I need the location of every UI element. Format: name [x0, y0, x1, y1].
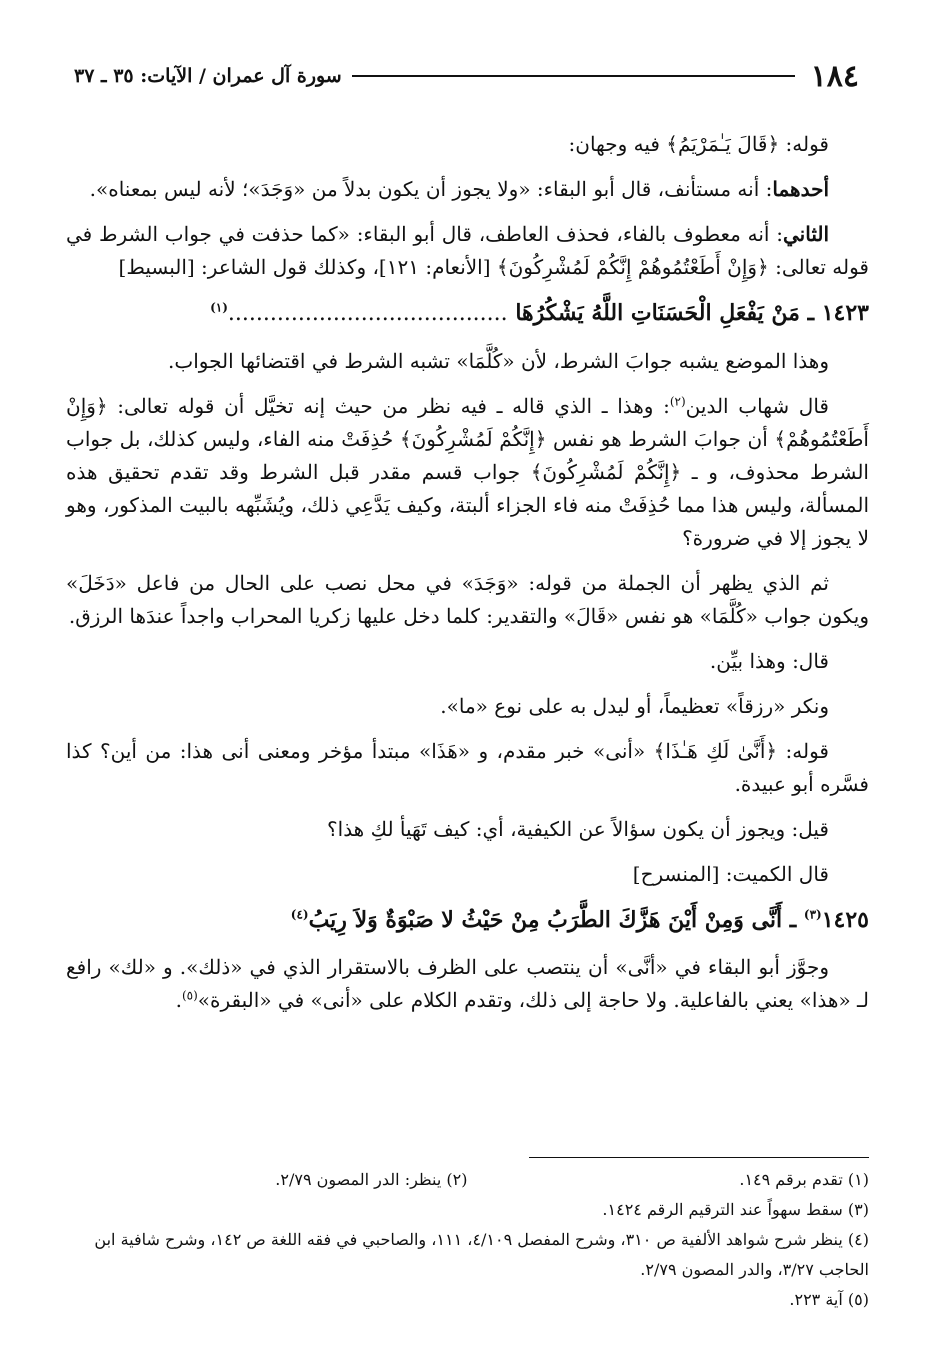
footnote-marker: (٣)	[803, 907, 822, 922]
paragraph	[66, 813, 869, 846]
footnote: (٢) ينظر: الدر المصون ٢/٧٩.	[275, 1170, 468, 1189]
page-number: ١٨٤	[810, 58, 859, 94]
paragraph-text: قوله: ﴿أَنَّىٰ لَكِ هَـٰذَا﴾ «أنى» خبر مقدم، و «هَذَا» مبتدأ مؤخر ومعنى أنى هذا: من أين؟ كذا فسَّره أبو عبيدة.	[66, 739, 869, 796]
footnote: (٤) ينظر شرح شواهد الألفية ص ٣١٠، وشرح المفصل ٤/١٠٩، ١١١، والصاحبي في فقه اللغة ص ١٤٢، وشرح شافية ابن الحاجب ٣/٢٧، والدر المصون ٢/٧٩.	[94, 1230, 869, 1279]
footnote-marker: (١)	[210, 300, 228, 315]
paragraph	[66, 173, 869, 206]
paragraph-text: قال شهاب الدين	[685, 394, 829, 418]
footnote-marker: (٥)	[181, 988, 198, 1003]
footnotes	[66, 1165, 869, 1315]
paragraph-text: قال الكميت: [المنسرح]	[632, 862, 829, 886]
poetry-verse	[66, 296, 869, 331]
footnote-separator	[529, 1157, 869, 1158]
verse-number: ١٤٢٥	[821, 907, 869, 933]
paragraph-text: وهذا الموضع يشبه جوابَ الشرط، لأن «كُلَّمَا» تشبه الشرط في اقتضائها الجواب.	[168, 349, 829, 373]
paragraph	[66, 567, 869, 633]
verse-number: ١٤٢٣	[821, 300, 869, 326]
paragraph	[66, 858, 869, 891]
footnote: (١) تقدم برقم ١٤٩.	[739, 1170, 869, 1189]
main-text	[66, 128, 869, 1029]
header-title: سورة آل عمران / الآيات: ٣٥ ـ ٣٧	[74, 65, 342, 87]
paragraph	[66, 390, 869, 555]
paragraph-lead: أحدهما	[772, 177, 829, 201]
footnote-row	[66, 1165, 869, 1195]
footnote-marker: (٢)	[669, 394, 686, 409]
paragraph	[66, 218, 869, 284]
running-header	[74, 56, 859, 96]
paragraph-text: قوله: ﴿قَالَ يَـٰمَرْيَمُ﴾ فيه وجهان:	[568, 132, 829, 156]
paragraph-text: : أنه معطوف بالفاء، فحذف العاطف، قال أبو البقاء: «كما حذفت في جواب الشرط في قوله تعالى: ﴿وَإِنْ أَطَعْتُمُوهُمْ إِنَّكُمْ لَمُشْرِكُونَ﴾ [الأنعام: ١٢١]، وكذلك قول الشاعر: [البسيط]	[66, 222, 869, 279]
paragraph-text: قال: وهذا بيِّن.	[709, 649, 829, 673]
paragraph	[66, 951, 869, 1017]
paragraph	[66, 345, 869, 378]
paragraph-text: قيل: ويجوز أن يكون سؤالاً عن الكيفية، أي: كيف تَهَيأ لكِ هذا؟	[327, 817, 829, 841]
verse-ellipsis: ........................................	[227, 301, 508, 326]
paragraph-text: ونكر «رزقاً» تعظيماً، أو ليدل به على نوع «ما».	[440, 694, 829, 718]
footnote-marker: (٤)	[290, 907, 309, 922]
paragraph	[66, 735, 869, 801]
paragraph-text: : وهذا ـ الذي قاله ـ فيه نظر من حيث إنه تخيَّل أن قوله تعالى: ﴿وَإِنْ أَطَعْتُمُوهُمْ﴾ أن جوابَ الشرط هو نفس ﴿إِنَّكُمْ لَمُشْرِكُونَ﴾ حُذِفَتْ منه الفاء، وليس كذلك، بل جواب الشرط محذوف، و ـ ﴿إِنَّكُمْ لَمُشْرِكُونَ﴾ جواب قسم مقدر قبل الشرط وقد تقدم تحقيق هذه المسألة، وليس هذا مما حُذِفَتْ منه فاء الجزاء ألبتة، وكيف يَدَّعِي ذلك، ويُشَبِّهه بالبيت المذكور، وهو لا يجوز إلا في ضرورة؟	[66, 394, 869, 550]
paragraph-text: : أنه مستأنف، قال أبو البقاء: «ولا يجوز أن يكون بدلاً من «وَجَدَ»؛ لأنه ليس بمعناه».	[89, 177, 773, 201]
paragraph-text: ثم الذي يظهر أن الجملة من قوله: «وَجَدَ» في محل نصب على الحال من فاعل «دَخَلَ» ويكون جواب «كُلَّمَا» هو نفس «قَالَ» والتقدير: كلما دخل عليها زكريا المحراب واجداً عندَها الرزق.	[66, 571, 869, 628]
paragraph	[66, 645, 869, 678]
paragraph-text: .	[175, 988, 182, 1012]
verse-text: ـ أَنَّى وَمِنْ أَيْنَ هَزَّكَ الطَّرَبُ مِنْ حَيْثُ لا صَبْوَةٌ وَلاَ رِيَبُ	[308, 907, 797, 933]
paragraph-text: وجوَّز أبو البقاء في «أنَّى» أن ينتصب على الظرف بالاستقرار الذي في «ذلك». و «لك» رافع لـ «هذا» يعني بالفاعلية. ولا حاجة إلى ذلك، وتقدم الكلام على «أنى» في «البقرة»	[66, 955, 869, 1012]
paragraph	[66, 128, 869, 161]
paragraph-lead: الثاني	[782, 222, 829, 246]
verse-text: ـ مَنْ يَفْعَلِ الْحَسَنَاتِ اللَّهُ يَشْكُرُهَا	[515, 300, 815, 326]
header-rule	[352, 75, 795, 77]
footnote: (٣) سقط سهواً عند الترقيم الرقم ١٤٢٤.	[602, 1200, 869, 1219]
poetry-verse	[66, 903, 869, 937]
footnote: (٥) آية ٢٢٣.	[789, 1290, 869, 1309]
paragraph	[66, 690, 869, 723]
